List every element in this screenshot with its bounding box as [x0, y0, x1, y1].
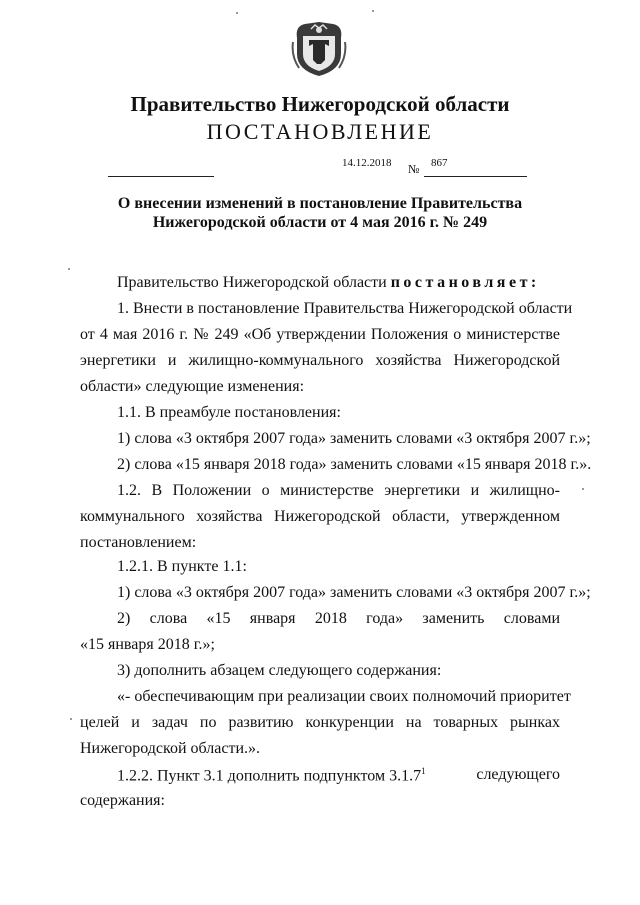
document-number: 867: [431, 157, 448, 169]
scan-speck: [582, 488, 584, 490]
document-type: ПОСТАНОВЛЕНИЕ: [206, 119, 434, 144]
para-1-line-1: 1. Внести в постановление Правительства Нижегородской области: [117, 300, 573, 317]
para-1-2-1-item-3: 3) дополнить абзацем следующего содержания:: [117, 662, 442, 679]
intro-line: [117, 274, 540, 292]
para-1-2-line-2: коммунального хозяйства Нижегородской области, утвержденном: [80, 508, 560, 525]
organization-title: Правительство Нижегородской области: [130, 92, 510, 116]
para-1-2-line-3: постановлением:: [80, 534, 197, 551]
para-1-2-1: 1.2.1. В пункте 1.1:: [117, 558, 247, 575]
superscript: 1: [421, 766, 426, 776]
document-subject: [0, 194, 640, 232]
para-1-2-2-line-2: содержания:: [80, 792, 165, 809]
para-1-1: 1.1. В преамбуле постановления:: [117, 404, 341, 421]
intro-emphasis: постановляет:: [390, 274, 540, 291]
para-1-2-line-1: 1.2. В Положении о министерстве энергетики и жилищно-: [117, 482, 560, 499]
scan-speck: [236, 12, 238, 14]
para-1-2-2-text: 1.2.2. Пункт 3.1 дополнить подпунктом 3.1.7$^1$: [117, 766, 426, 785]
para-1-2-1-item-1: 1) слова «3 октября 2007 года» заменить словами «3 октября 2007 г.»;: [117, 584, 591, 601]
para-1-line-4: области» следующие изменения:: [80, 378, 305, 395]
coat-of-arms-icon: [291, 20, 347, 78]
scan-speck: [68, 268, 70, 270]
para-1-2-1-item-2-line-2: «15 января 2018 г.»;: [80, 636, 215, 653]
intro-text: Правительство Нижегородской области: [117, 274, 387, 291]
para-1-1-item-2: 2) слова «15 января 2018 года» заменить словами «15 января 2018 г.».: [117, 456, 592, 473]
quote-line-3: Нижегородской области.».: [80, 740, 261, 757]
subject-line-1: О внесении изменений в постановление Правительства: [117, 195, 523, 212]
para-1-2-2-tail: следующего: [476, 766, 560, 783]
document-date: 14.12.2018: [342, 157, 392, 169]
para-1-1-item-1: 1) слова «3 октября 2007 года» заменить словами «3 октября 2007 г.»;: [117, 430, 591, 447]
para-1-2-2-line-1: [117, 766, 560, 785]
quote-line-2: целей и задач по развитию конкуренции на товарных рынках: [80, 714, 560, 731]
scan-speck: [70, 718, 72, 720]
date-underline: [108, 176, 214, 177]
para-1-line-2: от 4 мая 2016 г. № 249 «Об утверждении Положения о министерстве: [80, 326, 560, 343]
subject-line-2: Нижегородской области от 4 мая 2016 г. № 249: [152, 214, 488, 231]
para-1-line-3: энергетики и жилищно-коммунального хозяйства Нижегородской: [80, 352, 560, 369]
scan-speck: [372, 10, 374, 12]
number-underline: [424, 176, 527, 177]
quote-line-1: «- обеспечивающим при реализации своих полномочий приоритет: [117, 688, 571, 705]
para-1-2-1-item-2-line-1: 2) слова «15 января 2018 года» заменить словами: [117, 610, 560, 627]
number-label: №: [408, 162, 420, 176]
